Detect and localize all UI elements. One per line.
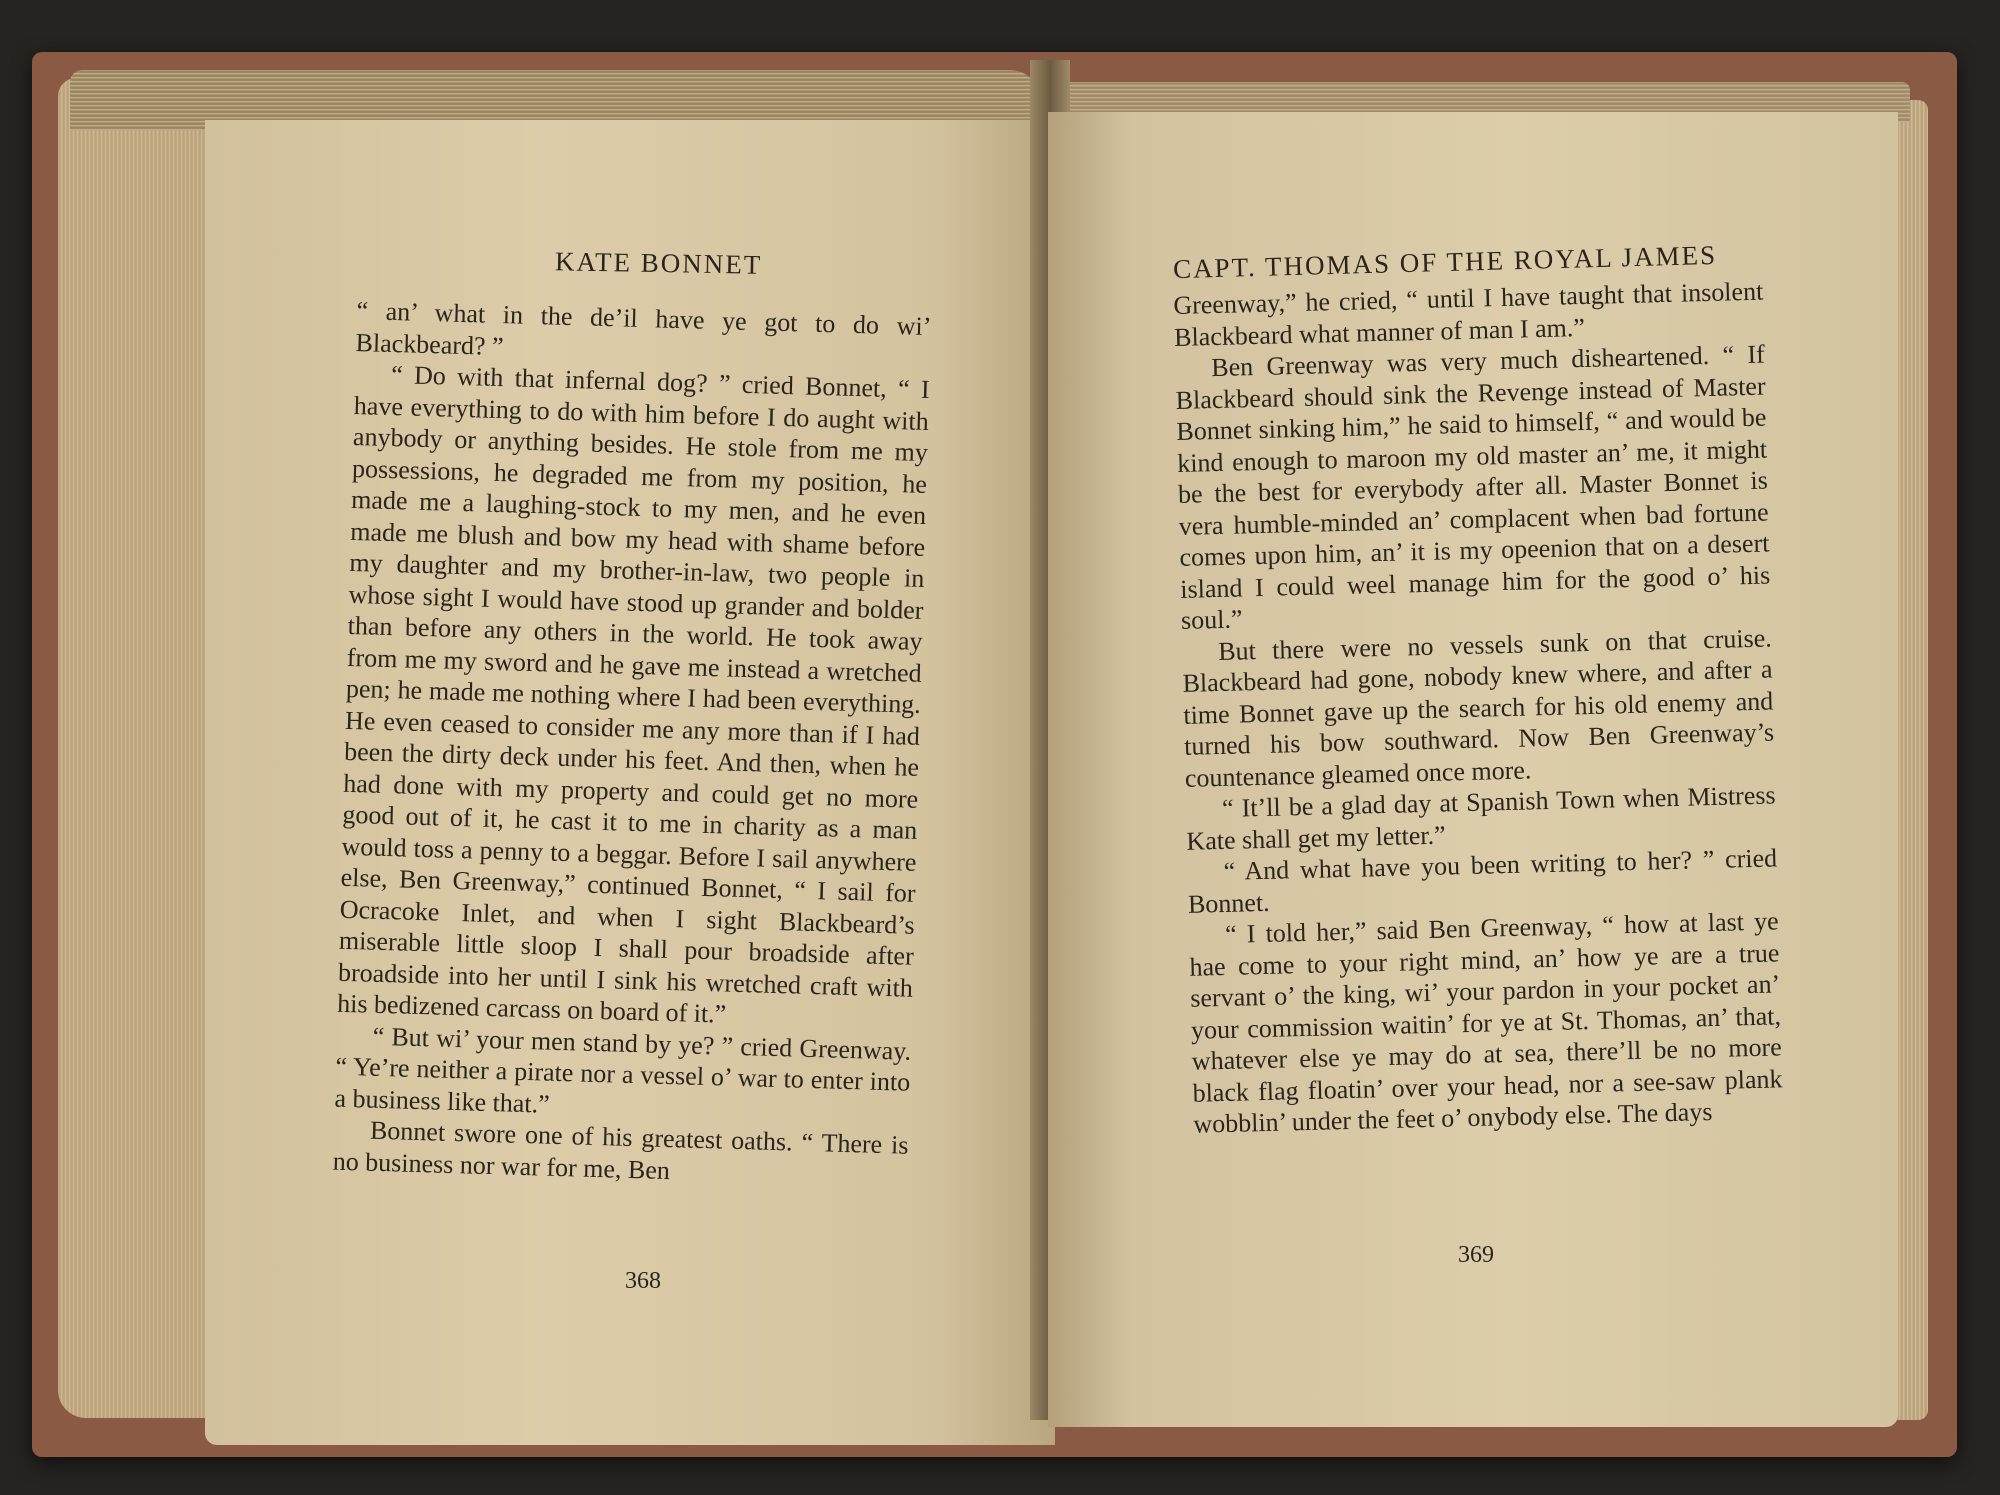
running-head-left: KATE BONNET xyxy=(554,246,763,280)
paragraph: “ Do with that infernal dog? ” cried Bonnet, “ I have everything to do with him before I do aught with anybody or anything besides. He stole from me my possessions, he degraded me from my position, he made me a laughing-stock to my men, and he even made me blush and bow my head with shame before my daughter and my brother-in-law, two people in whose sight I would have stood up grander and bolder than before any others in the world. He took away from me my sword and he gave me instead a wretched pen; he made me nothing where I had been everything. He even ceased to consider me any more than if I had been the dirty deck under his feet. And then, when he had done with my property and could get no more good out of it, he cast it to me in charity as a man would toss a penny to a beggar. Before I sail anywhere else, Ben Greenway,” continued Bonnet, “ I sail for Ocracoke Inlet, and when I sight Blackbeard’s miserable little sloop I shall pour broadside after broadside into her until I sink his wretched craft with his bedizened carcass on board of it.” xyxy=(336,359,930,1029)
left-page-text xyxy=(332,295,931,1193)
right-page xyxy=(1048,112,1898,1427)
paragraph: “ an’ what in the de’il have ye got to do wi’ Blackbeard? ” xyxy=(355,295,932,361)
paragraph: Ben Greenway was very much disheartened. “ If Blackbeard should sink the Revenge instead of Master Bonnet sinking him,” he said to himself, “ and would be kind enough to maroon my old master an’ me, it might be the best for everybody after all. Master Bonnet is vera humble-minded an’ complacent when bad fortune comes upon him, an’ it is my opeenion that on a desert island I could weel manage him for the good o’ his soul.” xyxy=(1175,339,1771,635)
paragraph: “ And what have you been writing to her? ” cried Bonnet. xyxy=(1187,843,1778,919)
page-number-left: 368 xyxy=(625,1268,661,1294)
paragraph: Bonnet swore one of his greatest oaths. “ There is no business nor war for me, Ben xyxy=(332,1115,909,1185)
paragraph: But there were no vessels sunk on that cruise. Blackbeard had gone, nobody knew where, and after a time Bonnet gave up the search for his old enemy and turned his bow southward. Now Ben Greenway’s countenance gleamed once more. xyxy=(1182,622,1775,793)
left-page xyxy=(205,120,1055,1445)
page-edges-left xyxy=(58,78,218,1418)
paragraph: “ But wi’ your men stand by ye? ” cried Greenway. “ Ye’re neither a pirate nor a vessel o’ war to enter into a business like that.” xyxy=(334,1021,912,1119)
running-head-right: CAPT. THOMAS OF THE ROYAL JAMES xyxy=(1172,239,1718,285)
paragraph: “ It’ll be a glad day at Spanish Town when Mistress Kate shall get my letter.” xyxy=(1186,780,1776,856)
right-page-text xyxy=(1173,276,1784,1141)
paragraph: Greenway,” he cried, “ until I have taught that insolent Blackbeard what manner of man I am.” xyxy=(1173,276,1764,352)
page-number-right: 369 xyxy=(1458,1242,1494,1268)
paragraph: “ I told her,” said Ben Greenway, “ how at last ye hae come to your right mind, an’ how ye are a true servant o’ the king, wi’ your pardon in your pocket an’ your commission waitin’ for ye at St. Thomas, an’ that, whatever else ye may do at sea, there’ll be no more black flag floatin’ over your head, nor a see-saw plank wobblin’ under the feet o’ onybody else. The days xyxy=(1189,906,1783,1139)
